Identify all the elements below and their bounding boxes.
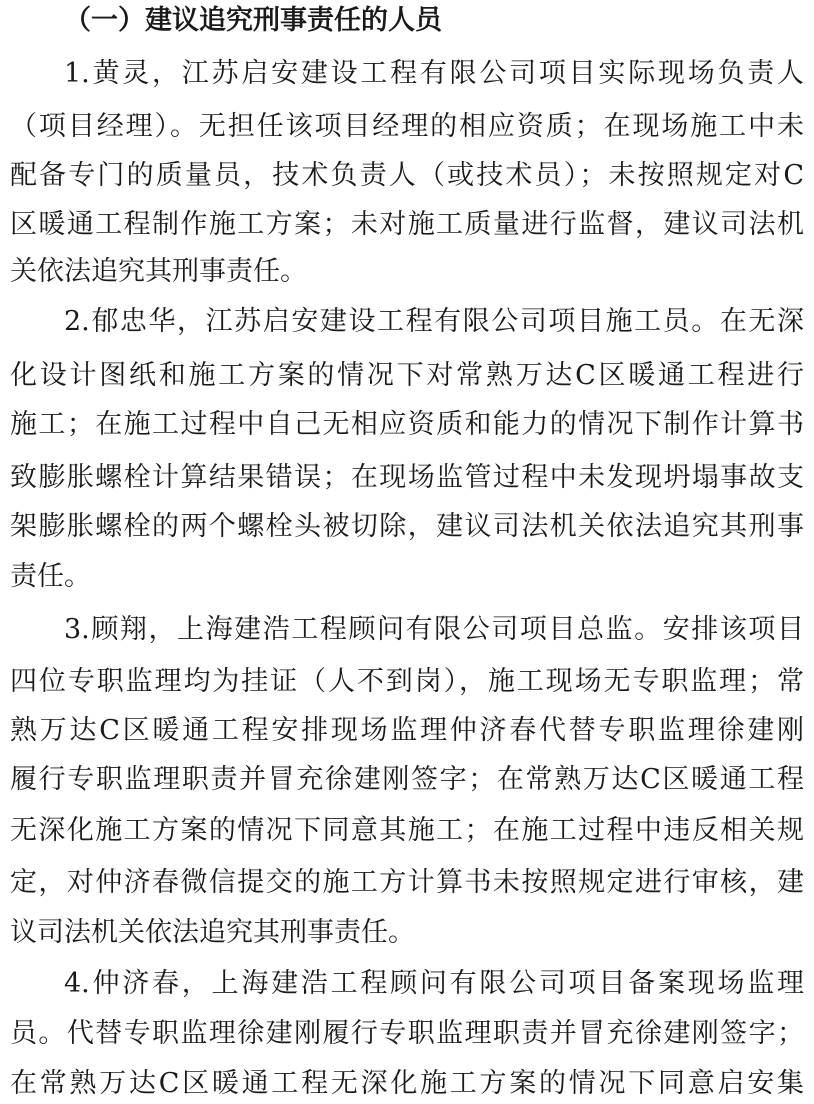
paragraph-4-line-2: 员。代替专职监理徐建刚履行专职监理职责并冒充徐建刚签字；	[10, 1018, 804, 1049]
paragraph-2-line-6: 责任。	[10, 561, 91, 592]
paragraph-1-line-3: 配备专门的质量员，技术负责人（或技术员）；未按照规定对C	[10, 160, 804, 191]
paragraph-3-line-2: 四位专职监理均为挂证（人不到岗），施工现场无专职监理；常	[10, 666, 804, 697]
paragraph-3-line-3: 熟万达C区暖通工程安排现场监理仲济春代替专职监理徐建刚	[10, 715, 804, 746]
paragraph-4-line-1: 4.仲济春，上海建浩工程顾问有限公司项目备案现场监理	[64, 968, 804, 999]
paragraph-4-line-3: 在常熟万达C区暖通工程无深化施工方案的情况下同意启安集	[10, 1068, 804, 1099]
paragraph-3-line-7: 议司法机关依法追究其刑事责任。	[10, 917, 415, 948]
paragraph-1-line-4: 区暖通工程制作施工方案；未对施工质量进行监督，建议司法机	[10, 209, 804, 240]
paragraph-1-line-1: 1.黄灵，江苏启安建设工程有限公司项目实际现场负责人	[64, 58, 804, 89]
paragraph-2-line-3: 施工；在施工过程中自己无相应资质和能力的情况下制作计算书	[10, 409, 804, 440]
section-heading: （一）建议追究刑事责任的人员	[64, 5, 442, 36]
paragraph-3-line-4: 履行专职监理职责并冒充徐建刚签字；在常熟万达C区暖通工程	[10, 764, 804, 795]
paragraph-2-line-2: 化设计图纸和施工方案的情况下对常熟万达C区暖通工程进行	[10, 360, 804, 391]
paragraph-1-line-5: 关依法追究其刑事责任。	[10, 256, 307, 287]
paragraph-1-line-2: （项目经理）。无担任该项目经理的相应资质；在现场施工中未	[10, 111, 804, 142]
paragraph-2-line-5: 架膨胀螺栓的两个螺栓头被切除，建议司法机关依法追究其刑事	[10, 511, 804, 542]
paragraph-3-line-5: 无深化施工方案的情况下同意其施工；在施工过程中违反相关规	[10, 815, 804, 846]
paragraph-3-line-1: 3.顾翔，上海建浩工程顾问有限公司项目总监。安排该项目	[64, 614, 804, 645]
paragraph-2-line-1: 2.郁忠华，江苏启安建设工程有限公司项目施工员。在无深	[64, 306, 804, 337]
paragraph-2-line-4: 致膨胀螺栓计算结果错误；在现场监管过程中未发现坍塌事故支	[10, 462, 804, 493]
paragraph-3-line-6: 定，对仲济春微信提交的施工方计算书未按照规定进行审核，建	[10, 867, 804, 898]
